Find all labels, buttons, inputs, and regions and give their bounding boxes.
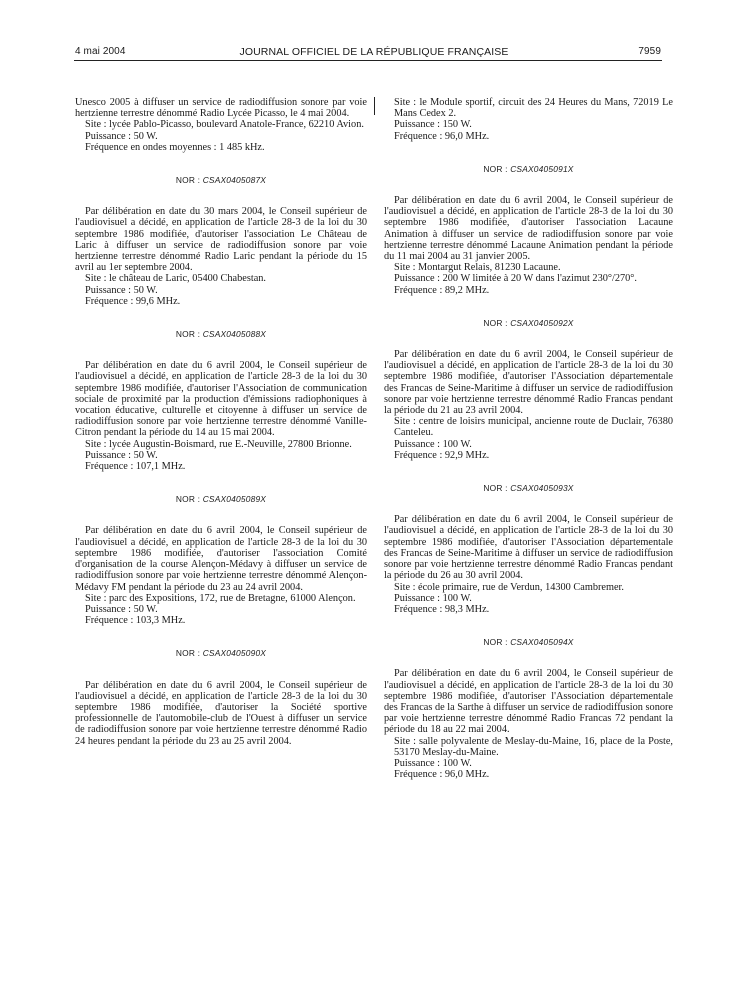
journal-title: JOURNAL OFFICIEL DE LA RÉPUBLIQUE FRANÇAISE bbox=[239, 46, 509, 58]
nor-reference bbox=[384, 318, 673, 329]
site-line: Site : parc des Expositions, 172, rue de Bretagne, 61000 Alençon. bbox=[85, 592, 356, 604]
nor-label: NOR : bbox=[175, 494, 203, 505]
power-line: Puissance : 100 W. bbox=[394, 592, 472, 604]
site-line: Site : lycée Augustin-Boismard, rue E.-Neuville, 27800 Brionne. bbox=[85, 438, 352, 450]
nor-reference bbox=[384, 483, 673, 494]
nor-reference bbox=[384, 637, 673, 648]
power-line: Puissance : 50 W. bbox=[85, 130, 158, 142]
frequency-line: Fréquence : 96,0 MHz. bbox=[394, 130, 490, 142]
power-line: Puissance : 50 W. bbox=[85, 449, 158, 461]
nor-code: CSAX0405087X bbox=[202, 175, 267, 186]
power-line: Puissance : 200 W limitée à 20 W dans l'azimut 230°/270°. bbox=[394, 273, 637, 285]
nor-reference bbox=[75, 329, 367, 340]
frequency-line: Fréquence : 99,6 MHz. bbox=[85, 295, 181, 307]
nor-code: CSAX0405093X bbox=[510, 483, 574, 494]
frequency-line: Fréquence : 107,1 MHz. bbox=[85, 461, 186, 473]
right-column bbox=[384, 97, 673, 780]
power-line: Puissance : 50 W. bbox=[85, 603, 158, 615]
site-line: Site : le Module sportif, circuit des 24 Heures du Mans, 72019 Le Mans Cedex 2. bbox=[394, 97, 673, 120]
nor-label: NOR : bbox=[175, 648, 203, 659]
frequency-line: Fréquence en ondes moyennes : 1 485 kHz. bbox=[85, 141, 265, 153]
power-line: Puissance : 100 W. bbox=[394, 757, 472, 769]
header-rule bbox=[74, 60, 662, 61]
site-line: Site : le château de Laric, 05400 Chabestan. bbox=[85, 273, 266, 285]
header-date: 4 mai 2004 bbox=[75, 46, 126, 57]
left-column bbox=[75, 97, 367, 747]
deliberation-paragraph: Par délibération en date du 6 avril 2004, le Conseil supérieur de l'audiovisuel a décidé, en application de l'article 28-3 de la loi du 30 septembre 1986 modifiée, d'autoriser l'Association départementale des Francas de la Sarthe à diffuser un service de radiodiffusion sonore par voie hertzienne terrestre dénommé Radio Francas 72 pendant la période du 18 au 22 mai 2004. bbox=[384, 668, 673, 736]
nor-label: NOR : bbox=[175, 329, 203, 340]
nor-code: CSAX0405090X bbox=[202, 648, 267, 659]
nor-reference bbox=[384, 164, 673, 175]
nor-reference bbox=[75, 175, 367, 186]
site-line: Site : école primaire, rue de Verdun, 14300 Cambremer. bbox=[394, 581, 624, 593]
site-line: Site : centre de loisirs municipal, ancienne route de Duclair, 76380 Canteleu. bbox=[394, 416, 673, 439]
deliberation-paragraph: Par délibération en date du 6 avril 2004, le Conseil supérieur de l'audiovisuel a décidé, en application de l'article 28-3 de la loi du 30 septembre 1986 modifiée, d'autoriser l'Association départementale des Francas de Seine-Maritime à diffuser un service de radiodiffusion sonore par voie hertzienne terrestre dénommé Radio Francas pendant la période du 21 au 23 avril 2004. bbox=[384, 349, 673, 417]
deliberation-paragraph: Par délibération en date du 6 avril 2004, le Conseil supérieur de l'audiovisuel a décidé, en application de l'article 28-3 de la loi du 30 septembre 1986 modifiée, d'autoriser l'association Comité d'organisation de la course Alençon-Médavy à diffuser un service de radiodiffusion sonore par voie hertzienne terrestre dénommé Alençon-Médavy FM pendant la période du 23 au 24 avril 2004. bbox=[75, 525, 367, 593]
nor-code: CSAX0405092X bbox=[510, 317, 574, 328]
site-line: Site : lycée Pablo-Picasso, boulevard Anatole-France, 62210 Avion. bbox=[85, 119, 364, 131]
continued-paragraph: Unesco 2005 à diffuser un service de radiodiffusion sonore par voie hertzienne terrestre dénommé Radio Lycée Picasso, le 4 mai 2004. bbox=[75, 97, 367, 120]
deliberation-paragraph: Par délibération en date du 6 avril 2004, le Conseil supérieur de l'audiovisuel a décidé, en application de l'article 28-3 de la loi du 30 septembre 1986 modifiée, d'autoriser l'Association départementale des Francas de Seine-Maritime à diffuser un service de radiodiffusion sonore par voie hertzienne terrestre dénommé Radio Francas pendant la période du 26 au 30 avril 2004. bbox=[384, 514, 673, 582]
nor-label: NOR : bbox=[483, 637, 511, 648]
nor-code: CSAX0405089X bbox=[202, 494, 267, 505]
frequency-line: Fréquence : 98,3 MHz. bbox=[394, 603, 490, 615]
power-line: Puissance : 100 W. bbox=[394, 438, 472, 450]
frequency-line: Fréquence : 103,3 MHz. bbox=[85, 615, 186, 627]
page-number: 7959 bbox=[638, 46, 661, 57]
nor-label: NOR : bbox=[175, 175, 203, 186]
nor-code: CSAX0405094X bbox=[510, 637, 574, 648]
site-line: Site : Montargut Relais, 81230 Lacaune. bbox=[394, 262, 561, 274]
power-line: Puissance : 150 W. bbox=[394, 119, 472, 131]
deliberation-paragraph: Par délibération en date du 6 avril 2004, le Conseil supérieur de l'audiovisuel a décidé, en application de l'article 28-3 de la loi du 30 septembre 1986 modifiée, d'autoriser l'association Lacaune Animation à diffuser un service de radiodiffusion sonore par voie hertzienne terrestre dénommé Lacaune Animation pendant la période du 11 mai 2004 au 31 janvier 2005. bbox=[384, 195, 673, 263]
nor-code: CSAX0405088X bbox=[202, 329, 267, 340]
nor-reference bbox=[75, 494, 367, 505]
column-divider bbox=[374, 97, 375, 115]
frequency-line: Fréquence : 89,2 MHz. bbox=[394, 284, 490, 296]
deliberation-paragraph: Par délibération en date du 30 mars 2004, le Conseil supérieur de l'audiovisuel a décidé, en application de l'article 28-3 de la loi du 30 septembre 1986 modifiée, d'autoriser l'association Le Château de Laric à diffuser un service de radiodiffusion sonore par voie hertzienne terrestre dénommé Radio Laric pendant la période du 15 avril au 1er septembre 2004. bbox=[75, 206, 367, 274]
power-line: Puissance : 50 W. bbox=[85, 284, 158, 296]
site-line: Site : salle polyvalente de Meslay-du-Maine, 16, place de la Poste, 53170 Meslay-du-Maine. bbox=[394, 735, 673, 758]
frequency-line: Fréquence : 96,0 MHz. bbox=[394, 769, 490, 781]
nor-reference bbox=[75, 648, 367, 659]
deliberation-paragraph: Par délibération en date du 6 avril 2004, le Conseil supérieur de l'audiovisuel a décidé, en application de l'article 28-3 de la loi du 30 septembre 1986 modifiée, d'autoriser l'Association de communication sociale de proximité par la production d'émissions radiophoniques à vocation éducative, culturelle et citoyenne à diffuser un service de radiodiffusion sonore par voie hertzienne terrestre dénommé Vanille-Citron pendant la période du 14 au 15 mai 2004. bbox=[75, 360, 367, 439]
nor-label: NOR : bbox=[483, 483, 511, 494]
deliberation-paragraph: Par délibération en date du 6 avril 2004, le Conseil supérieur de l'audiovisuel a décidé, en application de l'article 28-3 de la loi du 30 septembre 1986 modifiée, d'autoriser la Société sportive professionnelle de l'automobile-club de l'Ouest à diffuser un service de radiodiffusion sonore par voie hertzienne terrestre dénommé Radio 24 heures pendant la période du 23 au 25 avril 2004. bbox=[75, 679, 367, 747]
frequency-line: Fréquence : 92,9 MHz. bbox=[394, 449, 490, 461]
nor-code: CSAX0405091X bbox=[510, 163, 574, 174]
nor-label: NOR : bbox=[483, 317, 511, 328]
nor-label: NOR : bbox=[483, 163, 511, 174]
